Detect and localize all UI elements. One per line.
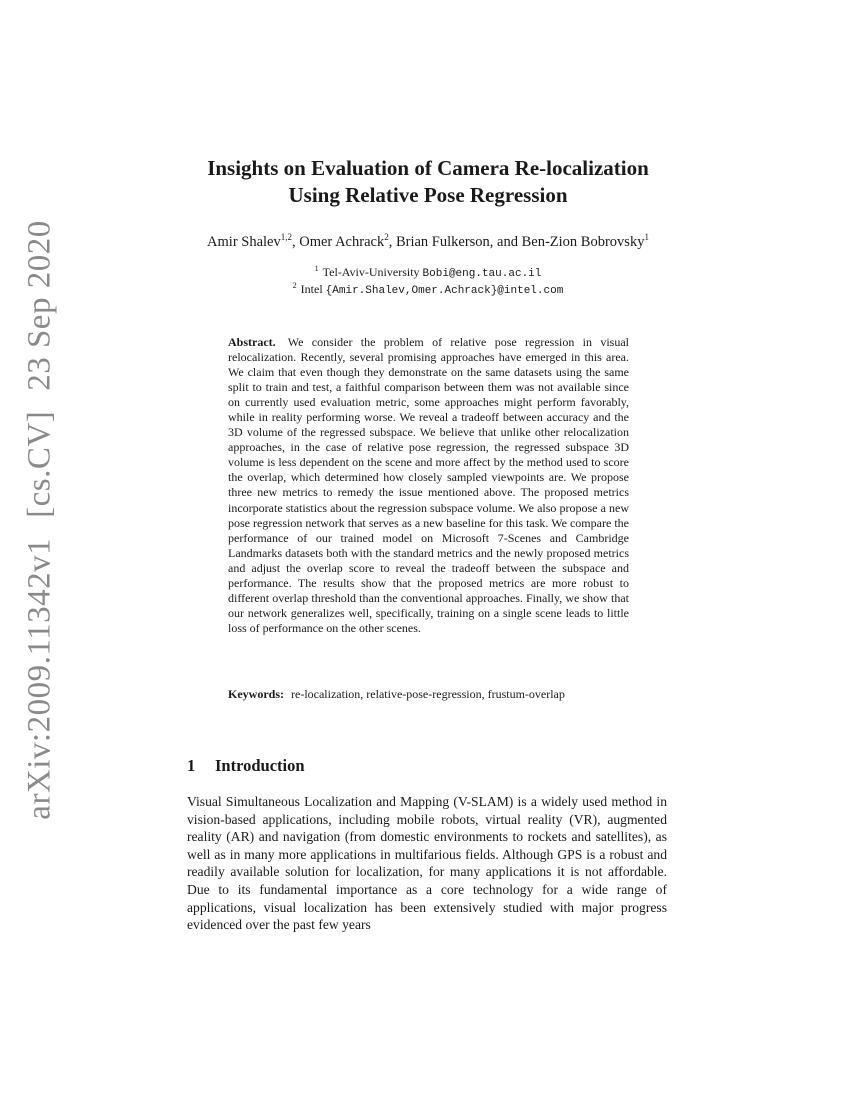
author-sep: , — [292, 233, 300, 250]
keywords — [228, 687, 629, 702]
author-name: Amir Shalev — [207, 233, 281, 250]
author-name: Ben-Zion Bobrovsky — [521, 233, 645, 250]
author-name: Omer Achrack — [299, 233, 385, 250]
author-name: Brian Fulkerson — [395, 233, 490, 250]
abstract-text: We consider the problem of relative pose regression in visual relocalization. Recently, several promising approaches have emerged in this area. We claim that even though they demonstrate on the same datasets using the same split to train and test, a faithful comparison between them was not available since on currently used evaluation metric, some approaches might perform favorably, while in reality performing worse. We reveal a tradeoff between accuracy and the 3D volume of the regressed subspace. We believe that unlike other relocalization approaches, in the case of relative pose regression, the regressed subspace 3D volume is less dependent on the scene and more affect by the method used to score the overlap, which determined how closely sampled viewpoints are. We propose three new metrics to remedy the issue mentioned above. The proposed metrics incorporate statistics about the regression subspace volume. We also propose a new pose regression network that serves as a new baseline for this task. We compare the performance of our trained model on Microsoft 7-Scenes and Cambridge Landmarks datasets both with the standard metrics and the newly proposed metrics and adjust the overlap score to reveal the tradeoff between the subspace and performance. The results show that the proposed metrics are more robust to different overlap threshold than the conventional approaches. Finally, we show that our network generalizes well, specifically, training on a single scene leads to little loss of performance on the other scenes. — [228, 335, 629, 635]
affiliation-org: Intel — [300, 282, 323, 296]
keywords-text: re-localization, relative-pose-regression, frustum-overlap — [291, 687, 565, 701]
section-heading — [187, 756, 305, 776]
abstract-label: Abstract. — [228, 335, 276, 349]
author-affil-mark: 1 — [644, 232, 649, 242]
affiliation-email: {Amir.Shalev,Omer.Achrack}@intel.com — [325, 285, 564, 297]
author-sep: , and — [489, 233, 522, 250]
affiliation-mark: 2 — [292, 281, 297, 290]
keywords-label: Keywords: — [228, 687, 284, 701]
section-body: Visual Simultaneous Localization and Mapping (V-SLAM) is a widely used method in vision-based applications, including mobile robots, virtual reality (VR), augmented reality (AR) and navigation (from domestic environments to rockets and satellites), as well as in many more applications in multifarious fields. Although GPS is a robust and readily available solution for localization, for many applications it is not affordable. Due to its fundamental importance as a core technology for a wide range of applications, visual localization has been extensively studied with major progress evidenced over the past few years — [187, 794, 667, 933]
arxiv-category: [cs.CV] — [21, 410, 58, 518]
author-affil-mark: 2 — [384, 232, 389, 242]
affiliation-1 — [150, 264, 706, 280]
section-title: Introduction — [215, 756, 305, 775]
arxiv-id: arXiv:2009.11342v1 — [21, 537, 58, 820]
paper-title — [150, 155, 706, 209]
arxiv-stamp — [22, 220, 59, 819]
title-line-2: Using Relative Pose Regression — [288, 183, 568, 207]
affiliation-email: Bobi@eng.tau.ac.il — [422, 268, 542, 280]
author-affil-mark: 1,2 — [280, 232, 292, 242]
section-number: 1 — [187, 756, 196, 775]
abstract — [228, 335, 629, 636]
arxiv-date: 23 Sep 2020 — [21, 220, 58, 391]
author-list — [150, 232, 706, 251]
author-sep: , — [388, 233, 396, 250]
affiliation-2 — [150, 281, 706, 297]
affiliation-org: Tel-Aviv-University — [322, 265, 420, 279]
affiliation-mark: 1 — [314, 264, 319, 273]
title-line-1: Insights on Evaluation of Camera Re-localization — [207, 156, 649, 180]
